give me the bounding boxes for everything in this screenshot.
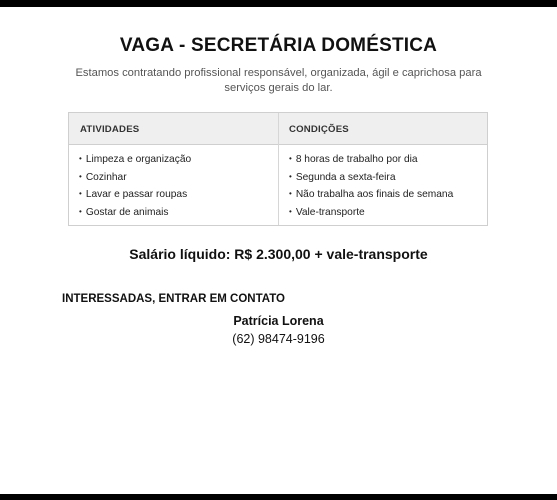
conditions-header: CONDIÇÕES: [289, 124, 349, 135]
top-black-bar: [0, 0, 557, 7]
list-item: • Segunda a sexta-feira: [289, 169, 453, 187]
salary-line: Salário líquido: R$ 2.300,00 + vale-transporte: [129, 246, 428, 262]
list-item: • Não trabalha aos finais de semana: [289, 186, 453, 204]
list-item: • Gostar de animais: [79, 204, 191, 222]
details-table: [68, 112, 488, 226]
contact-heading: INTERESSADAS, ENTRAR EM CONTATO: [62, 293, 285, 305]
activities-header: ATIVIDADES: [80, 124, 140, 135]
column-divider: [278, 113, 279, 225]
activities-list: [79, 151, 191, 221]
bottom-black-bar: [0, 494, 557, 500]
document-title: VAGA - SECRETÁRIA DOMÉSTICA: [119, 35, 438, 56]
list-item: • Cozinhar: [79, 169, 191, 187]
list-item: • Lavar e passar roupas: [79, 186, 191, 204]
list-item: • Limpeza e organização: [79, 151, 191, 169]
conditions-list: [289, 151, 453, 221]
contact-name: Patrícia Lorena: [233, 314, 324, 328]
list-item: • Vale-transporte: [289, 204, 453, 222]
contact-phone[interactable]: (62) 98474-9196: [232, 332, 325, 346]
intro-text: Estamos contratando profissional responsável, organizada, ágil e caprichosa para serviços gerais do lar.: [75, 67, 482, 94]
list-item: • 8 horas de trabalho por dia: [289, 151, 453, 169]
